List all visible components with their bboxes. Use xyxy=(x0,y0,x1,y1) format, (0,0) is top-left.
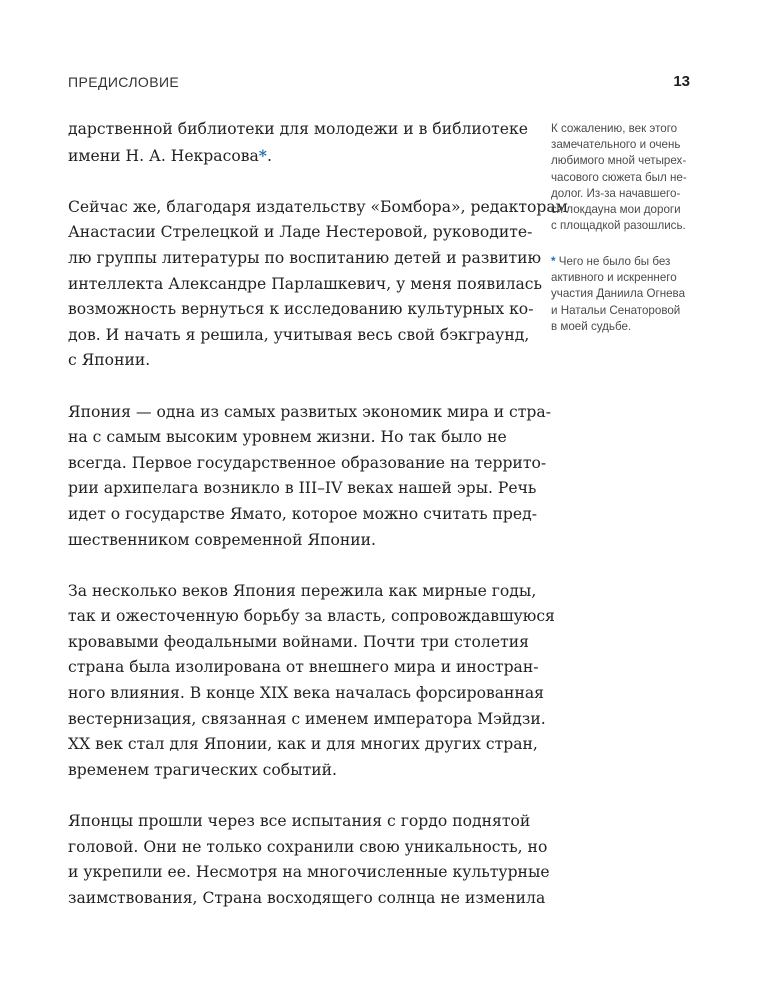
sidenote-line: ся локдауна мои дороги xyxy=(551,203,681,217)
sidenote-line: активного и искреннего xyxy=(551,271,677,285)
text-line: страна была изолирована от внешнего мира и иностран- xyxy=(68,658,539,677)
text-line: возможность вернуться к исследованию культурных ко- xyxy=(68,300,534,319)
text-line: так и ожесточенную борьбу за власть, сопровождавшуюся xyxy=(68,607,555,626)
text-line: XX век стал для Японии, как и для многих других стран, xyxy=(68,735,538,754)
text-line: Япония — одна из самых развитых экономик мира и стра- xyxy=(68,402,551,421)
text-line: и укрепили ее. Несмотря на многочисленные культурные xyxy=(68,863,550,882)
text-line: головой. Они не только сохранили свою уникальность, но xyxy=(68,837,548,856)
sidenote-line: в моей судьбе. xyxy=(551,319,632,333)
sidenote-line: К сожалению, век этого xyxy=(551,122,678,135)
text-line: шественником современной Японии. xyxy=(68,530,376,549)
text-line: кровавыми феодальными войнами. Почти три столетия xyxy=(68,632,529,651)
sidenote-line: любимого мной четырех- xyxy=(551,154,687,168)
text-line: Анастасии Стрелецкой и Ладе Нестеровой, руководите- xyxy=(68,223,533,242)
text-line: Сейчас же, благодаря издательству «Бомбора», редакторам xyxy=(68,197,568,216)
paragraph-4 xyxy=(68,579,555,784)
paragraph-3 xyxy=(68,400,551,554)
text-line: Японцы прошли через все испытания с гордо поднятой xyxy=(68,812,531,831)
page-number: 13 xyxy=(673,73,690,90)
text-line: дов. И начать я решила, учитывая весь свой бэкграунд, xyxy=(68,325,530,344)
sidenote-line: замечательного и очень xyxy=(551,138,681,152)
running-head-section-title: ПРЕДИСЛОВИЕ xyxy=(68,74,180,90)
text-line: дарственной библиотеки для молодежи и в библиотеке xyxy=(68,120,528,138)
paragraph-5 xyxy=(68,809,550,911)
footnote-marker: * xyxy=(258,145,267,165)
paragraph-2 xyxy=(68,195,568,374)
main-text-column xyxy=(68,117,568,911)
text-line: интеллекта Александре Парлашкевич, у меня появилась xyxy=(68,274,543,293)
sidenote-line: долог. Из-за начавшего- xyxy=(551,186,681,200)
text-line: идет о государстве Ямато, которое можно считать пред- xyxy=(68,504,537,523)
sidenote-line: с площадкой разошлись. xyxy=(551,219,686,233)
text-line: За несколько веков Япония пережила как мирные годы, xyxy=(68,581,537,600)
paragraph-1 xyxy=(68,117,532,169)
text-line: ного влияния. В конце XIX века началась форсированная xyxy=(68,684,544,703)
sidenote-lockdown xyxy=(551,121,701,234)
text-line: с Японии. xyxy=(68,351,151,370)
text-line: лю группы литературы по воспитанию детей и развитию xyxy=(68,248,542,267)
text-line-content: имени Н. А. Некрасова xyxy=(68,146,259,165)
sidenote-line: и Натальи Сенаторовой xyxy=(551,303,681,317)
text-line: временем трагических событий. xyxy=(68,760,337,779)
sidenote-line: часового сюжета был не- xyxy=(551,170,687,184)
text-line: заимствования, Страна восходящего солнца не изменила xyxy=(68,888,546,907)
text-line: на с самым высоким уровнем жизни. Но так было не xyxy=(68,428,507,447)
text-line: всегда. Первое государственное образование на террито- xyxy=(68,453,547,472)
sidenote-line: участия Даниила Огнева xyxy=(551,287,686,301)
footnote-marker: * xyxy=(551,255,556,268)
footnote-acknowledgment xyxy=(551,254,701,335)
text-line: рии архипелага возникло в III–IV веках нашей эры. Речь xyxy=(68,479,537,498)
sidenote-line-content: Чего не было бы без xyxy=(555,255,671,268)
text-line: имени Н. А. Некрасова*. xyxy=(68,145,272,165)
text-line: вестернизация, связанная с именем императора Мэйдзи. xyxy=(68,709,546,728)
sidenote-line xyxy=(551,254,701,270)
